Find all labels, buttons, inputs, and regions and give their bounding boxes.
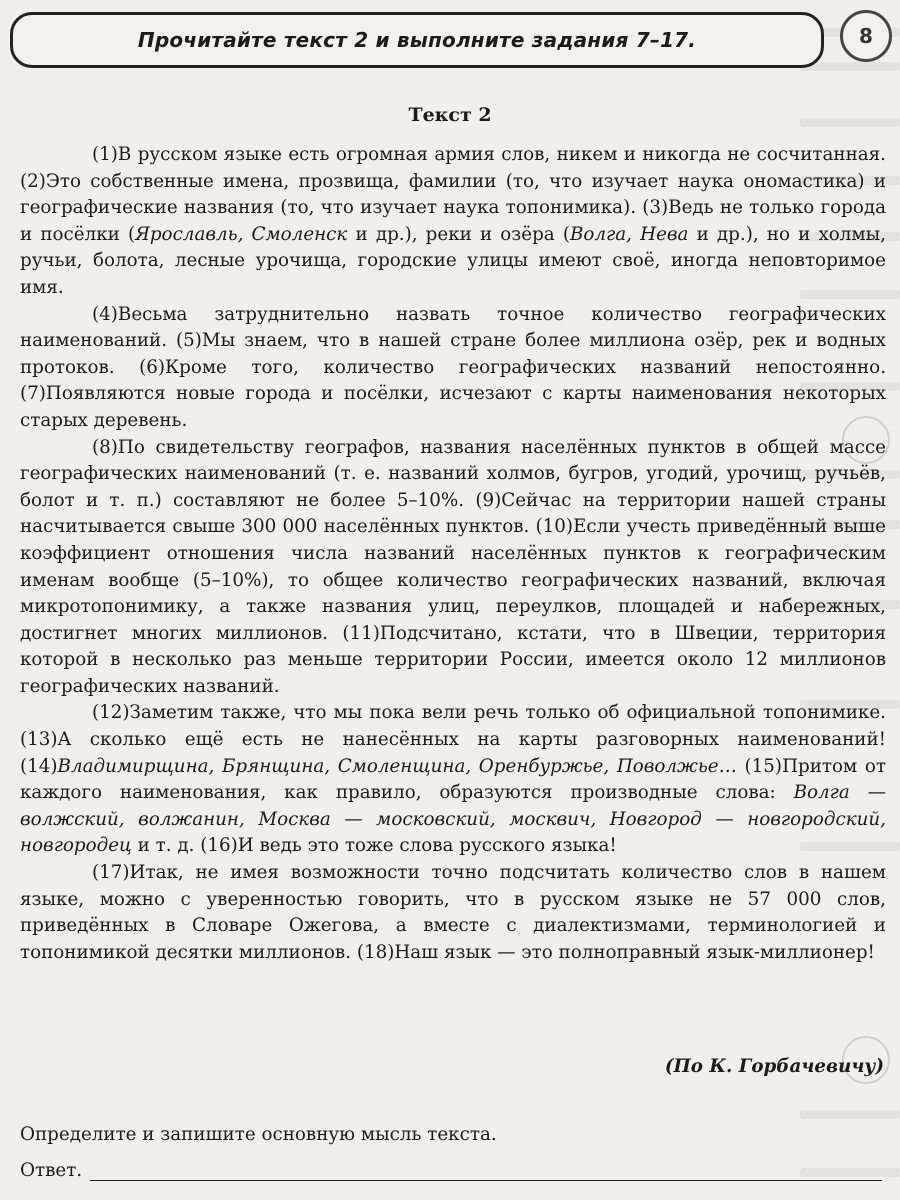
text-run: (8)По свидетельству географов, названия населённых пунктов в общей массе географических наименований (т. е. названий холмов, бугров, угодий, урочищ, ручьёв, болот и т. п.) составляют не более 5–10%. (9)Сейчас на территории нашей страны насчитывается свыше 300 000 населённых пунктов. (10)Если учесть приведённый выше коэффициент отношения числа названий населённых пунктов к географическим именам вообще (5–10%), то общее количество географических названий, включая микротопонимику, а также названия улиц, переулков, площадей и набережных, достигнет многих миллионов. (11)Подсчитано, кстати, что в Швеции, территория которой в несколько раз меньше территории России, имеется около 12 миллионов географических названий. xyxy=(20,436,886,697)
italic-example: Волга — волжский, волжанин, Москва — московский, москвич, Новгород — новгородский, новгородец xyxy=(20,782,886,857)
text-run: и т. д. (16)И ведь это тоже слова русского языка! xyxy=(131,835,617,857)
answer-line[interactable] xyxy=(90,1158,882,1181)
text-run: (17)Итак, не имея возможности точно подсчитать количество слов в нашем языке, можно с уверенностью говорить, что в русском языке не 57 000 слов, приведённых в Словаре Ожегова, а вместе с диалектизмами, терминологией и топонимикой десятки миллионов. (18)Наш язык — это полноправный язык-миллионер! xyxy=(20,862,886,963)
italic-example: Владимирщина, Брянщина, Смоленщина, Оренбуржье, Поволжье… xyxy=(57,755,737,777)
answer-label: Ответ. xyxy=(20,1160,83,1181)
paragraph xyxy=(20,700,886,860)
instruction-text: Прочитайте текст 2 и выполните задания 7–17. xyxy=(137,28,697,52)
text-run: (15)Притом от каждого наименования, как правило, образуются производные слова: xyxy=(20,755,886,804)
paragraph xyxy=(20,435,886,701)
text-run: и др.), но и холмы, ручьи, болота, лесные урочища, городские улицы имеют своё, иногда неповторимое имя. xyxy=(20,223,886,298)
task-prompt: Определите и запишите основную мысль текста. xyxy=(20,1124,497,1145)
answer-row xyxy=(20,1158,882,1181)
instruction-box xyxy=(10,12,824,68)
italic-example: Волга, Нева xyxy=(569,223,689,245)
text-title: Текст 2 xyxy=(408,104,492,126)
italic-example: Ярославль, Смоленск xyxy=(135,223,348,245)
text-run: (4)Весьма затруднительно назвать точное количество географических наименований. (5)Мы знаем, что в нашей стране более миллиона озёр, рек и водных протоков. (6)Кроме того, количество географических названий непостоянно. (7)Появляются новые города и посёлки, исчезают с карты наименования некоторых старых деревень. xyxy=(20,303,886,431)
task-number-badge: 8 xyxy=(840,10,892,62)
text-run: (12)Заметим также, что мы пока вели речь только об официальной топонимике. (13)А сколько ещё есть не нанесённых на карты разговорных наименований! (14) xyxy=(20,702,886,777)
paragraph xyxy=(20,142,886,302)
author-attribution: (По К. Горбачевичу) xyxy=(664,1056,884,1077)
article-body xyxy=(20,142,886,966)
paragraph xyxy=(20,302,886,435)
paragraph xyxy=(20,860,886,966)
text-run: и др.), реки и озёра ( xyxy=(347,223,570,245)
text-run: (1)В русском языке есть огромная армия слов, никем и никогда не сосчитанная. (2)Это собственные имена, прозвища, фамилии (то, что изучает наука ономастика) и географические названия (то, что изучает наука топонимика). (3)Ведь не только города и посёлки ( xyxy=(20,144,886,245)
